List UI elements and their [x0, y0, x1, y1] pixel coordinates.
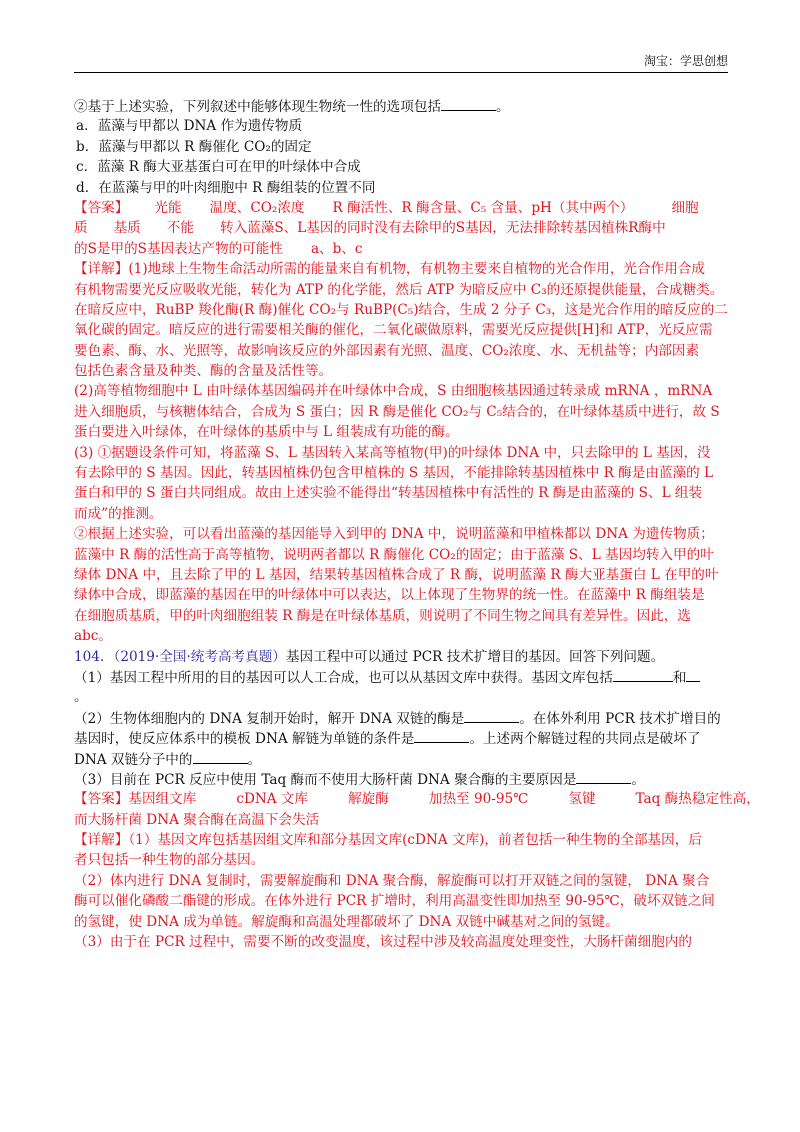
question-part-2: DNA 双链分子中的 。	[74, 749, 726, 769]
question-source: （2019·全国·统考高考真题）	[113, 648, 286, 665]
question-stem: ②基于上述实验，下列叙述中能够体现生物统一性的选项包括 。	[74, 96, 726, 116]
detail-line: 氧化碳的固定。暗反应的进行需要相关酶的催化，二氧化碳做原料，需要光反应提供[H]和 ATP，光反应需	[74, 322, 713, 339]
answer-blank	[686, 667, 700, 682]
detail-line: 酶可以催化磷酸二酯键的形成。在体外进行 PCR 扩增时，利用高温变性即加热至 90-95℃，破坏双链之间	[74, 893, 715, 910]
question-part-2: （2）生物体细胞内的 DNA 复制开始时，解开 DNA 双链的酶是 。在体外利用 PCR 技术扩增目的	[74, 708, 726, 728]
answer-line: 的S是甲的S基因表达产物的可能性 a、b、c	[74, 240, 363, 257]
answer-blank	[414, 728, 469, 743]
question-part-1-end: 。	[74, 689, 88, 706]
detail-line: (2)高等植物细胞中 L 由叶绿体基因编码并在叶绿体中合成，S 由细胞核基因通过转录成 mRNA ，mRNA	[74, 383, 713, 400]
answer-blank	[441, 96, 496, 111]
detail-line: 者只包括一种生物的部分基因。	[74, 852, 265, 869]
answer-blank	[193, 749, 248, 764]
answer-line: 【答案】 光能 温度、CO₂浓度 R 酶活性、R 酶含量、C₅ 含量、pH（其中两个） 细胞	[74, 199, 699, 216]
answer-blank	[613, 667, 673, 682]
detail-line: 在暗反应中，RuBP 羧化酶(R 酶)催化 CO₂与 RuBP(C₅)结合，生成 2 分子 C₃，这是光合作用的暗反应的二	[74, 301, 728, 318]
question-part-1: （1）基因工程中所用的目的基因可以人工合成，也可以从基因文库中获得。基因文库包括 和	[74, 667, 726, 687]
answer-blank	[576, 769, 631, 784]
detail-line: 包括色素含量及种类、酶的含量及活性等。	[74, 363, 333, 380]
detail-line: 要色素、酶、水、光照等，故影响该反应的外部因素有光照、温度、CO₂浓度、水、无机盐等；内部因素	[74, 342, 700, 359]
document-body	[74, 96, 760, 952]
detail-line: 有去除甲的 S 基因。因此，转基因植株仍包含甲植株的 S 基因，不能排除转基因植株中 R 酶是由蓝藻的 L	[74, 465, 714, 482]
detail-line: 而成”的推测。	[74, 505, 163, 522]
detail-line: 绿体 DNA 中，且去除了甲的 L 基因，结果转基因植株合成了 R 酶，说明蓝藻 R 酶大亚基蛋白 L 在甲的叶	[74, 566, 719, 583]
detail-line: 绿体中合成，即蓝藻的基因在甲的叶绿体中可以表达，以上体现了生物界的统一性。在蓝藻中 R 酶组装是	[74, 587, 705, 604]
question-part-3: （3）目前在 PCR 反应中使用 Taq 酶而不使用大肠杆菌 DNA 聚合酶的主要原因是 。	[74, 769, 726, 789]
detail-line: 进入细胞质，与核糖体结合，合成为 S 蛋白；因 R 酶是催化 CO₂与 C₅结合的，在叶绿体基质中进行，故 S	[74, 403, 720, 420]
answer-line: 而大肠杆菌 DNA 聚合酶在高温下会失活	[74, 811, 320, 828]
page-header: 淘宝：学思创想	[74, 52, 728, 73]
detail-line: 蛋白要进入叶绿体，在叶绿体的基质中与 L 组装成有功能的酶。	[74, 424, 459, 441]
question-104-stem: 104．（2019·全国·统考高考真题）基因工程中可以通过 PCR 技术扩增目的基因。回答下列问题。	[74, 648, 665, 665]
detail-line: （2）体内进行 DNA 复制时，需要解旋酶和 DNA 聚合酶，解旋酶可以打开双链之间的氢键， DNA 聚合	[74, 872, 710, 889]
option-a: a．蓝藻与甲都以 DNA 作为遗传物质	[76, 118, 303, 135]
detail-line: 蓝藻中 R 酶的活性高于高等植物，说明两者都以 R 酶催化 CO₂的固定；由于蓝藻 S、L 基因均转入甲的叶	[74, 546, 714, 563]
detail-line: 蛋白和甲的 S 蛋白共同组成。故由上述实验不能得出“转基因植株中有活性的 R 酶是由蓝藻的 S、L 组装	[74, 485, 703, 502]
detail-line: （3）由于在 PCR 过程中，需要不断的改变温度，该过程中涉及较高温度处理变性，大肠杆菌细胞内的	[74, 934, 693, 951]
detail-line: 有机物需要光反应吸收光能，转化为 ATP 的化学能，然后 ATP 为暗反应中 C₃的还原提供能量，合成糖类。	[74, 281, 724, 298]
answer-line: 【答案】基因组文库 cDNA 文库 解旋酶 加热至 90-95℃ 氢键 Taq 酶热稳定性高，	[74, 791, 760, 808]
answer-line: 质 基质 不能 转入蓝藻S、L基因的同时没有去除甲的S基因，无法排除转基因植株R酶中	[74, 220, 666, 237]
detail-line: 的氢键，使 DNA 成为单链。解旋酶和高温处理都破坏了 DNA 双链中碱基对之间的氢键。	[74, 913, 619, 930]
detail-line: ②根据上述实验，可以看出蓝藻的基因能导入到甲的 DNA 中，说明蓝藻和甲植株都以 DNA 为遗传物质；	[74, 526, 714, 543]
detail-line: (3) ①据题设条件可知，将蓝藻 S、L 基因转入某高等植物(甲)的叶绿体 DNA 中，只去除甲的 L 基因，没	[74, 444, 711, 461]
detail-line: 【详解】（1）基因文库包括基因组文库和部分基因文库(cDNA 文库)，前者包括一种生物的全部基因，后	[74, 832, 702, 849]
question-number: 104．	[74, 648, 114, 665]
option-b: b．蓝藻与甲都以 R 酶催化 CO₂的固定	[76, 138, 312, 155]
option-d: d．在蓝藻与甲的叶肉细胞中 R 酶组装的位置不同	[76, 179, 376, 196]
answer-blank	[464, 708, 519, 723]
detail-line: 在细胞质基质，甲的叶肉细胞组装 R 酶是在叶绿体基质，则说明了不同生物之间具有差异性。因此，选	[74, 607, 691, 624]
option-c: c．蓝藻 R 酶大亚基蛋白可在甲的叶绿体中合成	[76, 159, 361, 176]
question-part-2: 基因时，使反应体系中的模板 DNA 解链为单链的条件是 。上述两个解链过程的共同点是破坏了	[74, 728, 726, 748]
detail-line: abc。	[74, 628, 113, 645]
detail-line: 【详解】(1)地球上生物生命活动所需的能量来自有机物，有机物主要来自植物的光合作用，光合作用合成	[74, 261, 705, 278]
